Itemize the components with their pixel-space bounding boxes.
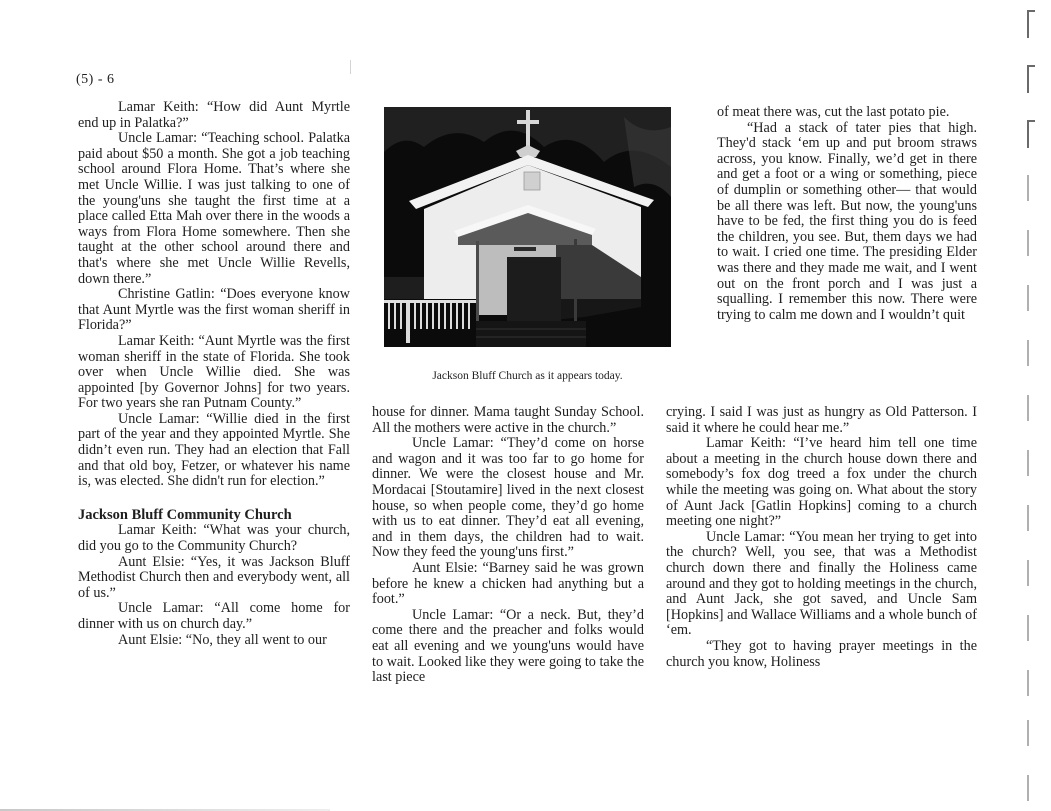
paragraph: crying. I said I was just as hungry as Old Patterson. I said it where he could hear me.” <box>666 404 977 436</box>
paragraph: “They got to having prayer meetings in the church you know, Holiness <box>666 637 977 670</box>
binding-punch-mark <box>1027 230 1032 256</box>
binding-punch-mark <box>1027 450 1032 476</box>
paragraph: Uncle Lamar: “They’d come on horse and wagon and it was too far to go home for dinner. We were the closest house and Mr. Mordacai [Stoutamire] lived in the next closest house, so when people come, they’d go home with us to eat dinner. They’d eat all evening, and in them days, the children had to wait. Now they feed the young'uns first.” <box>372 435 644 561</box>
paragraph: of meat there was, cut the last potato pie. <box>717 104 950 120</box>
binding-punch-mark <box>1027 720 1032 746</box>
paragraph: Uncle Lamar: “All come home for dinner with us on church day.” <box>78 600 350 632</box>
binding-punch-mark <box>1027 10 1035 38</box>
paragraph: Aunt Elsie: “Yes, it was Jackson Bluff Methodist Church then and everybody went, all of us.” <box>78 553 350 601</box>
paragraph: “Had a stack of tater pies that high. They'd stack ‘em up and put broom straws across, you know. Finally, we’d get in there and get a foot or a wing or something, piece of dumplin or something other— that would be all there was left. But now, the young'uns have to be fed, the first thing you do is feed the children, you see. But, them days we had to wait. I cried one time. The presiding Elder was there and they made me wait, and I went out on the front porch and I was just a squalling. I remember this now. There were trying to calm me down and I wouldn’t quit <box>717 119 977 323</box>
binding-punch-mark <box>1027 285 1032 311</box>
column-2 <box>372 405 644 686</box>
binding-punch-mark <box>1027 775 1032 801</box>
photo-caption: Jackson Bluff Church as it appears today. <box>432 370 623 382</box>
fold-mark <box>350 60 351 74</box>
paragraph: Christine Gatlin: “Does everyone know that Aunt Myrtle was the first woman sheriff in Florida?” <box>78 286 350 334</box>
binding-punch-mark <box>1027 120 1035 148</box>
paragraph: house for dinner. Mama taught Sunday School. All the mothers were active in the church.” <box>372 404 644 436</box>
binding-punch-mark <box>1027 505 1032 531</box>
paragraph: Lamar Keith: “How did Aunt Myrtle end up in Palatka?” <box>78 99 350 131</box>
binding-punch-mark <box>1027 175 1032 201</box>
section-heading: Jackson Bluff Community Church <box>78 506 292 523</box>
paragraph: Uncle Lamar: “Willie died in the first part of the year and they appointed Myrtle. She didn’t even run. They had an election that Fall and that old boy, Fetzer, or whatever his name is, was elected. She didn't run for election.” <box>78 410 350 490</box>
page-number: (5) - 6 <box>76 72 115 87</box>
binding-punch-mark <box>1027 670 1032 696</box>
paragraph: Uncle Lamar: “You mean her trying to get into the church? Well, you see, that was a Methodist church down there and finally the Holiness came around and they got to holding meetings in the church, and Aunt Jack, she got saved, and Uncle Sam [Hopkins] and Wallace Williams and a whole bunch of ‘em. <box>666 528 977 639</box>
paragraph: Aunt Elsie: “No, they all went to our <box>118 631 327 648</box>
column-3-top <box>717 105 977 323</box>
paragraph: Uncle Lamar: “Or a neck. But, they’d come there and the preacher and folks would eat all evening and we young'uns would have to wait. Looked like they were going to take the last piece <box>372 606 644 686</box>
church-photo <box>384 107 671 347</box>
binding-punch-mark <box>1027 560 1032 586</box>
paragraph: Lamar Keith: “What was your church, did you go to the Community Church? <box>78 522 350 555</box>
paragraph: Lamar Keith: “I’ve heard him tell one time about a meeting in the church house down there and somebody’s fox dog treed a fox under the church while the meeting was going on. What about the story of Aunt Jack [Gatlin Hopkins] coming to a church meeting one night?” <box>666 435 977 530</box>
paragraph: Lamar Keith: “Aunt Myrtle was the first woman sheriff in the state of Florida. She took over when Uncle Willie died. She was appointed [by Governor Johns] for two years. For two years she ran Putnam County.” <box>78 332 350 412</box>
binding-punch-mark <box>1027 615 1032 641</box>
column-3-bottom <box>666 405 977 670</box>
paragraph: Aunt Elsie: “Barney said he was grown before he knew a chicken had anything but a foot.” <box>372 559 644 608</box>
church-photo-icon <box>384 107 671 347</box>
column-1 <box>78 100 350 648</box>
paragraph: Uncle Lamar: “Teaching school. Palatka paid about $50 a month. She got a job teaching school around Flora Home. That’s where she met Uncle Willie. I was just talking to one of the young'uns she taught the first time at a place called Etta Mah over there in the woods a ways from Flora Home somewhere. Then she taught at the other school around there and that's where she met Uncle Willie Revells, down there.” <box>78 130 350 287</box>
binding-punch-mark <box>1027 65 1035 93</box>
binding-punch-mark <box>1027 340 1032 366</box>
binding-punch-mark <box>1027 395 1032 421</box>
